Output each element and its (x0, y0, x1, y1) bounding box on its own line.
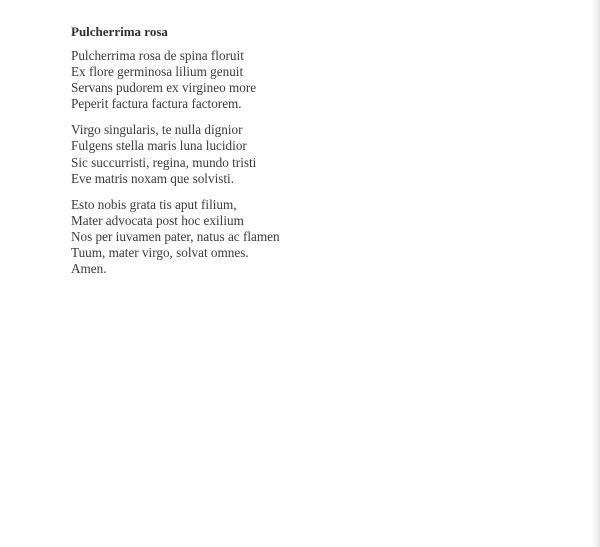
poem-line: Esto nobis grata tis aput filium, (71, 196, 237, 212)
stanza-2 (71, 122, 391, 186)
poem-line: Peperit factura factura factorem. (71, 96, 242, 112)
page-edge-shadow (590, 0, 600, 547)
poem-block (71, 24, 391, 287)
poem-line: Pulcherrima rosa de spina floruit (71, 48, 244, 63)
poem-line: Tuum, mater virgo, solvat omnes. (71, 245, 249, 261)
stanza-1 (71, 48, 391, 112)
poem-line: Virgo singularis, te nulla dignior (71, 122, 243, 138)
poem-line: Eve matris noxam que solvisti. (71, 170, 234, 186)
poem-title: Pulcherrima rosa (71, 24, 168, 39)
poem-line: Nos per iuvamen pater, natus ac flamen (71, 228, 280, 244)
poem-line: Servans pudorem ex virgineo more (71, 80, 257, 96)
poem-line: Amen. (71, 261, 107, 277)
poem-line: Mater advocata post hoc exilium (71, 212, 244, 228)
poem-line: Fulgens stella maris luna lucidior (71, 138, 247, 154)
poem-line: Sic succurristi, regina, mundo tristi (71, 154, 257, 170)
stanza-3 (71, 197, 391, 277)
poem-line: Ex flore germinosa lilium genuit (71, 64, 244, 80)
